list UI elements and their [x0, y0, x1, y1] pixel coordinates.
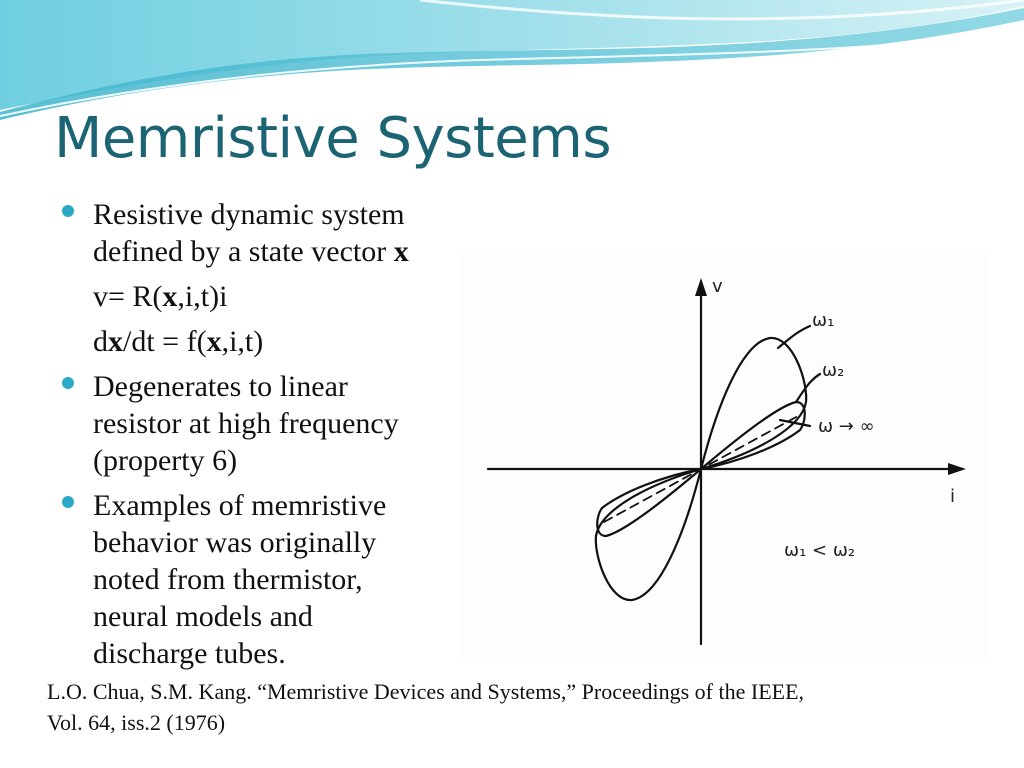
slide-title: Memristive Systems	[54, 106, 611, 171]
equation-dxdt: dx/dt = f(x,i,t)	[93, 325, 264, 358]
hysteresis-figure	[458, 252, 986, 660]
omega1-leader	[778, 326, 810, 348]
v-axis-arrow	[695, 278, 707, 296]
bullet-line: discharge tubes.	[93, 637, 286, 670]
bullet-line: neural models and	[93, 600, 313, 633]
bullet-line: Degenerates to linear	[93, 370, 348, 403]
v-axis-label: v	[712, 276, 723, 297]
omega2-label: ω₂	[822, 360, 845, 381]
bold-x: x	[393, 235, 409, 268]
bullet-line: defined by a state vector x	[93, 235, 409, 268]
citation	[47, 676, 987, 738]
bullet-line: Examples of memristive	[93, 489, 387, 522]
omega2-leader	[796, 374, 820, 402]
hysteresis-plot	[458, 252, 986, 660]
i-axis-arrow	[948, 463, 966, 475]
omega-infinity-label: ω → ∞	[818, 416, 875, 437]
loop-omega2-lower	[597, 469, 701, 536]
bullet-item-linear-resistor	[62, 368, 482, 479]
bullet-dot-icon	[62, 496, 74, 508]
bullet-dot-icon	[62, 205, 74, 217]
bullet-item-state-vector	[62, 196, 482, 270]
bullet-line: (property 6)	[93, 444, 238, 477]
citation-line-1: L.O. Chua, S.M. Kang. “Memristive Devices and Systems,” Proceedings of the IEEE,	[47, 679, 805, 704]
bullet-line: behavior was originally	[93, 526, 377, 559]
header-wave-decoration	[0, 0, 1024, 120]
bullet-line: noted from thermistor,	[93, 563, 363, 596]
bullet-dot-icon	[62, 377, 74, 389]
equation-v: v= R(x,i,t)i	[93, 280, 228, 313]
omega1-label: ω₁	[812, 310, 835, 331]
bullet-line: resistor at high frequency	[93, 407, 399, 440]
citation-line-2: Vol. 64, iss.2 (1976)	[47, 710, 226, 735]
bullet-list	[62, 196, 482, 672]
bullet-item-examples	[62, 487, 482, 672]
i-axis-label: i	[950, 486, 956, 507]
omega-relation-label: ω₁ < ω₂	[784, 540, 856, 561]
bullet-line: Resistive dynamic system	[93, 198, 405, 231]
loop-omega2-upper	[701, 402, 805, 469]
